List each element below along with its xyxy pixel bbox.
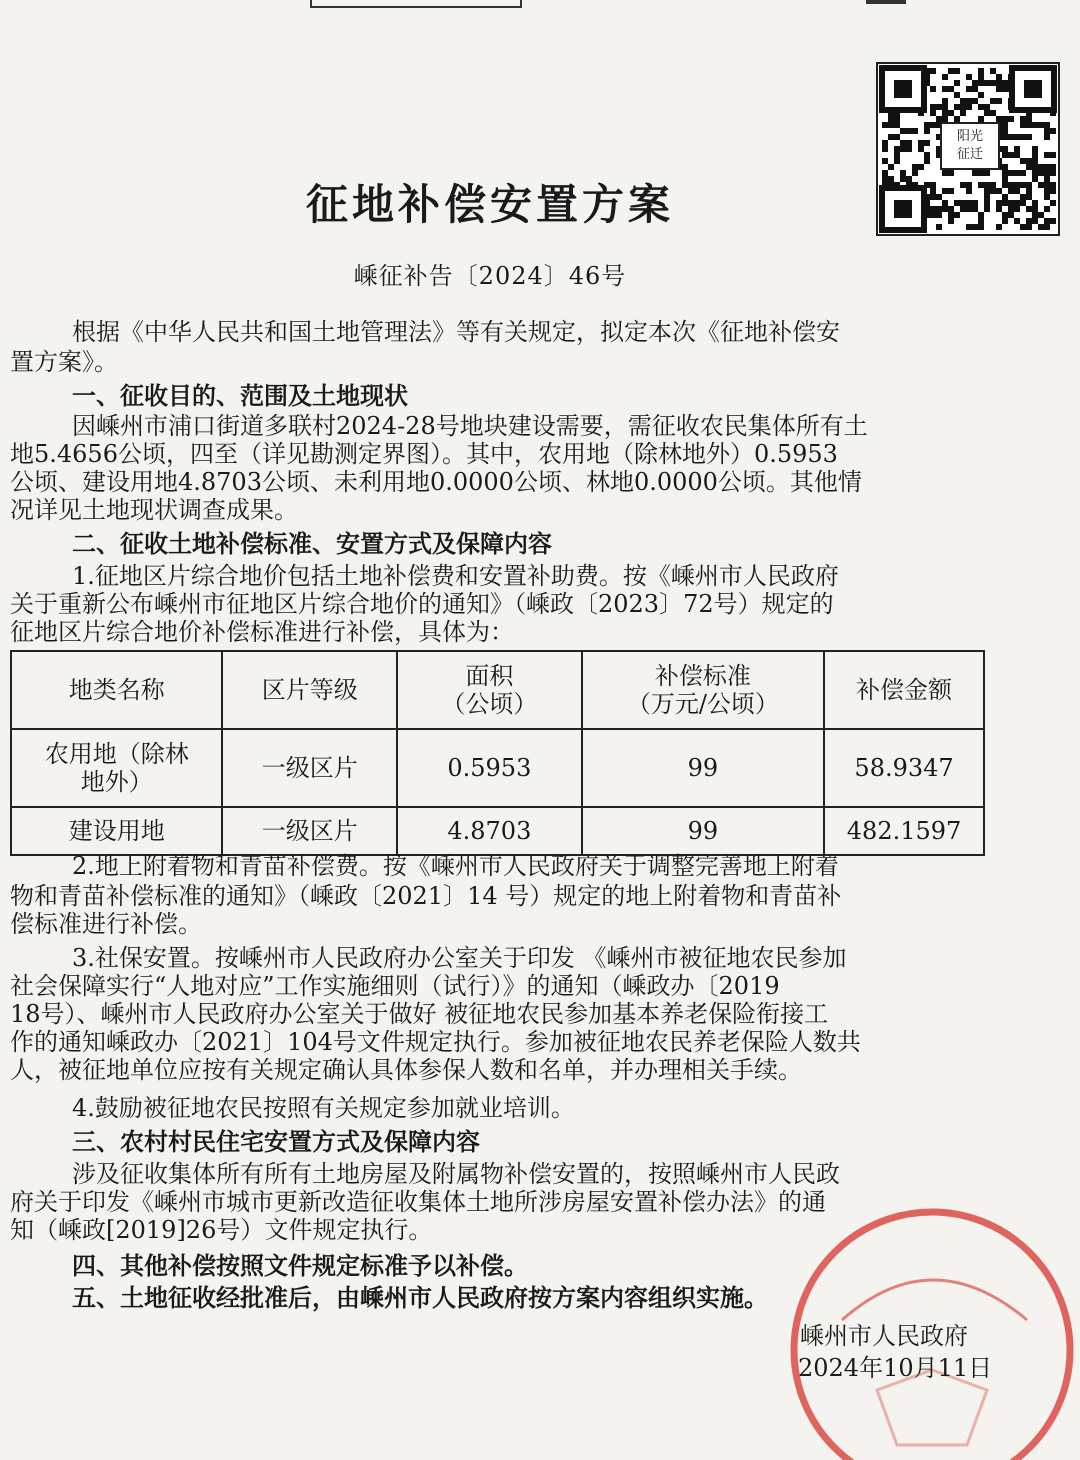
header-zone-level: 区片等级 [261,676,358,704]
table-cell [222,729,397,807]
section-2-p1-line-3: 征地区片综合地价补偿标准进行补偿，具体为： [10,618,514,646]
table-cell [222,807,397,855]
cell-amount: 58.9347 [854,754,954,782]
header-standard: 补偿标准 （万元/公顷） [626,662,779,718]
table-cell [582,729,824,807]
top-edge-box [310,0,522,8]
section-2-heading: 二、征收土地补偿标准、安置方式及保障内容 [72,529,552,558]
section-2-p3-line-5: 人，被征地单位应按有关规定确认具体参保人数和名单，并办理相关手续。 [10,1056,802,1084]
qr-badge [940,122,1000,170]
section-2-p1-line-2: 关于重新公布嵊州市征地区片综合地价的通知》（嵊政〔2023〕72号）规定的 [10,590,834,618]
section-2-p2-line-1: 2.地上附着物和青苗补偿费。按《嵊州市人民政府关于调整完善地上附着 [72,852,839,880]
table-cell [11,729,222,807]
section-1-line-2: 地5.4656公顷，四至（详见勘测定界图）。其中，农用地（除林地外）0.5953 [10,440,838,468]
cell-area: 0.5953 [447,754,532,782]
section-1-heading: 一、征收目的、范围及土地现状 [72,381,408,410]
qr-badge-line-2: 征迁 [956,147,983,162]
section-2-p2-line-3: 偿标准进行补偿。 [10,910,202,938]
table-cell [824,729,984,807]
table-cell [582,807,824,855]
section-2-p2-line-2: 物和青苗补偿标准的通知》（嵊政〔2021〕14 号）规定的地上附着物和青苗补 [10,882,842,910]
table-cell [11,807,222,855]
section-2-p3-line-3: 18号）、嵊州市人民政府办公室关于做好 被征地农民参加基本养老保险衔接工 [10,1000,829,1028]
cell-standard: 99 [687,754,719,782]
document-number: 嵊征补告〔2024〕46号 [353,262,627,290]
table-row [11,807,984,855]
table-cell [824,807,984,855]
table-cell [397,729,582,807]
qr-badge-line-1: 阳光 [956,129,983,144]
section-1-line-4: 况详见土地现状调查成果。 [10,496,298,524]
table-header [582,651,824,729]
cell-amount: 482.1597 [846,817,962,845]
signature-date: 2024年10月11日 [798,1354,993,1382]
section-1-line-1: 因嵊州市浦口街道多联村2024-28号地块建设需要，需征收农民集体所有土 [72,412,868,440]
cell-standard: 99 [687,817,719,845]
section-3-line-3: 知（嵊政[2019]26号）文件规定执行。 [10,1216,433,1244]
header-area: 面积 （公顷） [441,662,538,718]
table-header [397,651,582,729]
section-3-line-2: 府关于印发《嵊州市城市更新改造征收集体土地所涉房屋安置补偿办法》的通 [10,1188,826,1216]
cell-land-type: 建设用地 [68,817,165,845]
table-cell [397,807,582,855]
section-4: 四、其他补偿按照文件规定标准予以补偿。 [72,1251,528,1280]
header-land-type: 地类名称 [68,676,165,704]
table-header [824,651,984,729]
cell-land-type: 农用地（除林 地外） [44,740,189,796]
document-title: 征地补偿安置方案 [305,180,674,229]
header-amount: 补偿金额 [856,676,953,704]
section-1-line-3: 公顷、建设用地4.8703公顷、未利用地0.0000公顷、林地0.0000公顷。其他情 [10,468,862,496]
section-2-p3-line-1: 3.社保安置。按嵊州市人民政府办公室关于印发 《嵊州市被征地农民参加 [72,944,847,972]
signature-org: 嵊州市人民政府 [800,1322,968,1350]
cell-area: 4.8703 [447,817,532,845]
section-5: 五、土地征收经批准后，由嵊州市人民政府按方案内容组织实施。 [72,1283,768,1312]
section-2-p3-line-2: 社会保障实行“人地对应”工作实施细则（试行）》的通知（嵊政办〔2019 [10,972,780,1000]
top-edge-mark [866,0,906,4]
cell-zone-level: 一级区片 [261,754,358,782]
intro-line-2: 置方案》。 [10,348,118,376]
section-2-p1-line-1: 1.征地区片综合地价包括土地补偿费和安置补助费。按《嵊州市人民政府 [72,562,839,590]
cell-zone-level: 一级区片 [261,817,358,845]
intro-line-1: 根据《中华人民共和国土地管理法》等有关规定，拟定本次《征地补偿安 [72,318,840,346]
section-2-p3-line-4: 作的通知嵊政办〔2021〕104号文件规定执行。参加被征地农民养老保险人数共 [10,1028,861,1056]
compensation-table [10,650,985,856]
table-header [11,651,222,729]
table-header [222,651,397,729]
section-3-line-1: 涉及征收集体所有所有土地房屋及附属物补偿安置的，按照嵊州市人民政 [72,1160,840,1188]
section-3-heading: 三、农村村民住宅安置方式及保障内容 [72,1127,480,1156]
section-2-p4: 4.鼓励被征地农民按照有关规定参加就业培训。 [72,1094,575,1122]
table-row [11,729,984,807]
